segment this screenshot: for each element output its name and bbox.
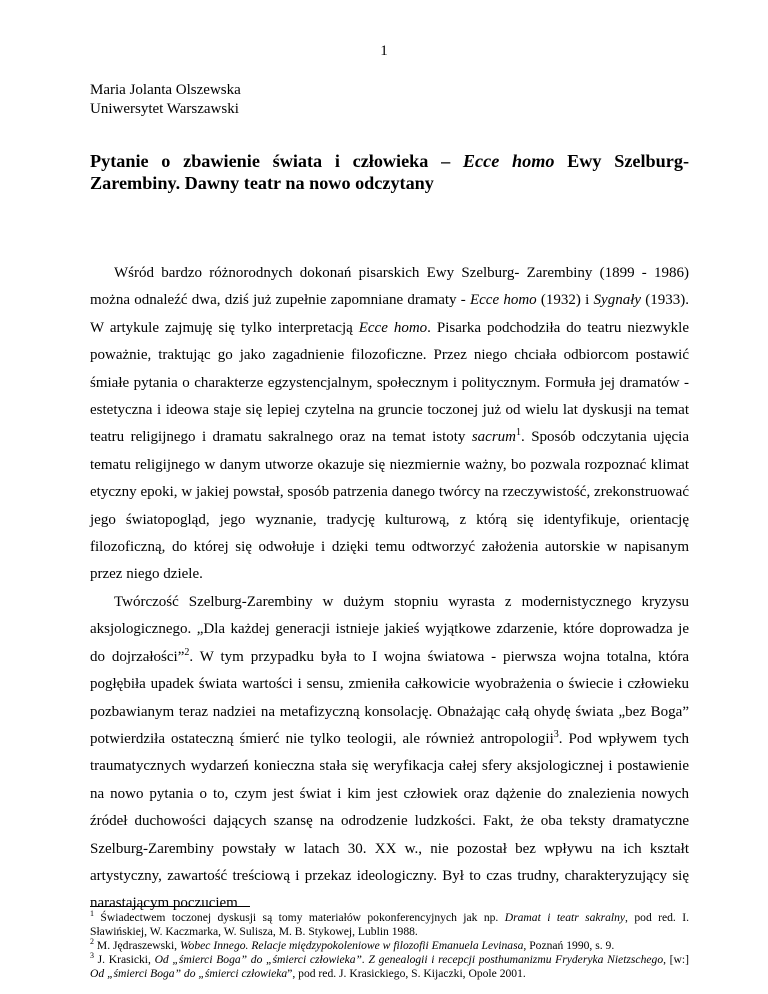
footnote-1-text-1: Świadectwem toczonej dyskusji są tomy materiałów pokonferencyjnych jak np.: [94, 911, 505, 924]
p1-italic-3: Ecce homo: [358, 319, 428, 336]
footnote-3-text-3: ”, pod red. J. Krasickiego, S. Kijaczki, Opole 2001.: [287, 967, 526, 980]
p1-text-2: (1932) i: [536, 292, 594, 309]
footnote-ref-2[interactable]: 2: [184, 646, 190, 658]
p1-italic-4: sacrum: [471, 429, 517, 446]
paragraph-1: [90, 260, 689, 589]
footnote-3-italic-1: Od „śmierci Boga” do „śmierci człowieka”. Z genealogii i recepcji posthumanizmu Fryderyka Nietzschego: [154, 953, 664, 966]
footnote-2-number: 2: [90, 937, 94, 947]
paragraph-2: [90, 589, 689, 918]
footnote-1-number: 1: [90, 909, 94, 919]
footnote-2-text-1: M. Jędraszewski,: [94, 939, 180, 952]
p1-text-1: Wśród bardzo różnorodnych dokonań pisarskich Ewy Szelburg- Zarembiny (1899 - 1986) można odnaleźć dwa, dziś już zupełnie zapomniane dramaty -: [90, 265, 689, 309]
footnote-ref-3[interactable]: 3: [553, 728, 559, 740]
title-italic: Ecce homo: [462, 151, 555, 171]
footnote-ref-1[interactable]: 1: [516, 427, 522, 439]
p2-text-1: Twórczość Szelburg-Zarembiny w dużym stopniu wyrasta z modernistycznego kryzysu aksjologicznego. „Dla każdej generacji istnieje jakieś wyjątkowe zdarzenie, które doprowadza je do dojrzałości”: [90, 593, 689, 665]
footnote-2-text-2: , Poznań 1990, s. 9.: [523, 939, 615, 952]
footnote-3-number: 3: [90, 951, 94, 961]
author-name: Maria Jolanta Olszewska: [90, 82, 241, 98]
footnote-3-text-1: J. Krasicki,: [94, 953, 155, 966]
p2-text-3: . Pod wpływem tych traumatycznych wydarzeń konieczna stała się weryfikacja całej sfery aksjologicznej i postawienie na nowo pytania o to, czym jest świat i kim jest człowiek oraz dążenie do znalezienia nowych źródeł duchowości dających szansę na odrodzenie ludzkości. Fakt, że oba teksty dramatyczne Szelburg-Zarembiny powstały w latach 30. XX w., nie pozostał bez wpływu na ich kształt artystyczny, zawartość treściową i przekaz ideologiczny. Był to czas trudny, charakteryzujący się narastającym poczuciem: [90, 730, 689, 912]
footnote-3-text-2: , [w:]: [663, 953, 689, 966]
footnotes: [90, 911, 689, 981]
title-part-1: Pytanie o zbawienie świata i człowieka –: [90, 151, 463, 171]
title-part-2: Ewy Szelburg-Zarembiny. Dawny teatr na nowo odczytany: [90, 151, 689, 193]
author-affiliation: Uniwersytet Warszawski: [90, 101, 239, 117]
footnote-2-italic: Wobec Innego. Relacje międzypokoleniowe w filozofii Emanuela Levinasa: [179, 939, 524, 952]
footnote-3: [90, 953, 689, 981]
page-number: 1: [380, 43, 388, 59]
footnote-3-italic-2: Od „śmierci Boga” do „śmierci człowieka: [90, 967, 288, 980]
p1-text-4: . Pisarka podchodziła do teatru niezwykle poważnie, traktując go jako zagadnienie filozoficzne. Przez niego chciała odbiorcom postawić śmiałe pytania o charakterze egzystencjalnym, społecznym i politycznym. Formuła jej dramatów - estetyczna i ideowa staje się lepiej czytelna na gruncie toczonej już od wielu lat dyskusji na temat teatru religijnego i dramatu sakralnego oraz na temat istoty: [90, 319, 689, 446]
footnote-1: [90, 911, 689, 939]
footnote-2: [90, 939, 689, 953]
p1-italic-1: Ecce homo: [469, 292, 537, 309]
footnote-1-text-2: , pod red. I. Sławińskiej, W. Kaczmarka, W. Sulisza, M. B. Stykowej, Lublin 1988.: [90, 911, 689, 938]
article-body: [90, 260, 689, 918]
article-title: [90, 150, 689, 194]
p1-italic-2: Sygnały: [593, 292, 642, 309]
p2-text-2: . W tym przypadku była to I wojna światowa - pierwsza wojna totalna, która pogłębiła upadek świata wartości i sensu, zmieniła całkowicie wyobrażenia o świecie i człowieku pozbawianym teraz nadziei na metafizyczną konsolację. Obnażając całą ohydę świata „bez Boga” potwierdziła ostateczną śmierć nie tylko teologii, ale również antropologii: [90, 648, 690, 747]
footnote-1-italic: Dramat i teatr sakralny: [504, 911, 626, 924]
author-block: [90, 81, 241, 119]
p1-text-5: . Sposób odczytania ujęcia tematu religijnego w danym utworze okazuje się niezmiernie ważny, bo pozwala rozpoznać klimat etyczny epoki, w jakiej powstał, sposób patrzenia danego twórcy na rzeczywistość, zrekonstruować jego światopogląd, jego wyznanie, tradycję kulturową, z którą się identyfikuje, orientację filozoficzną, do której się odwołuje i dzięki temu odtworzyć założenia autorskie w napisanym przez niego dziele.: [90, 429, 689, 583]
footnote-separator: [90, 906, 250, 907]
p1-text-3: (1933). W artykule zajmuję się tylko interpretacją: [90, 292, 689, 336]
